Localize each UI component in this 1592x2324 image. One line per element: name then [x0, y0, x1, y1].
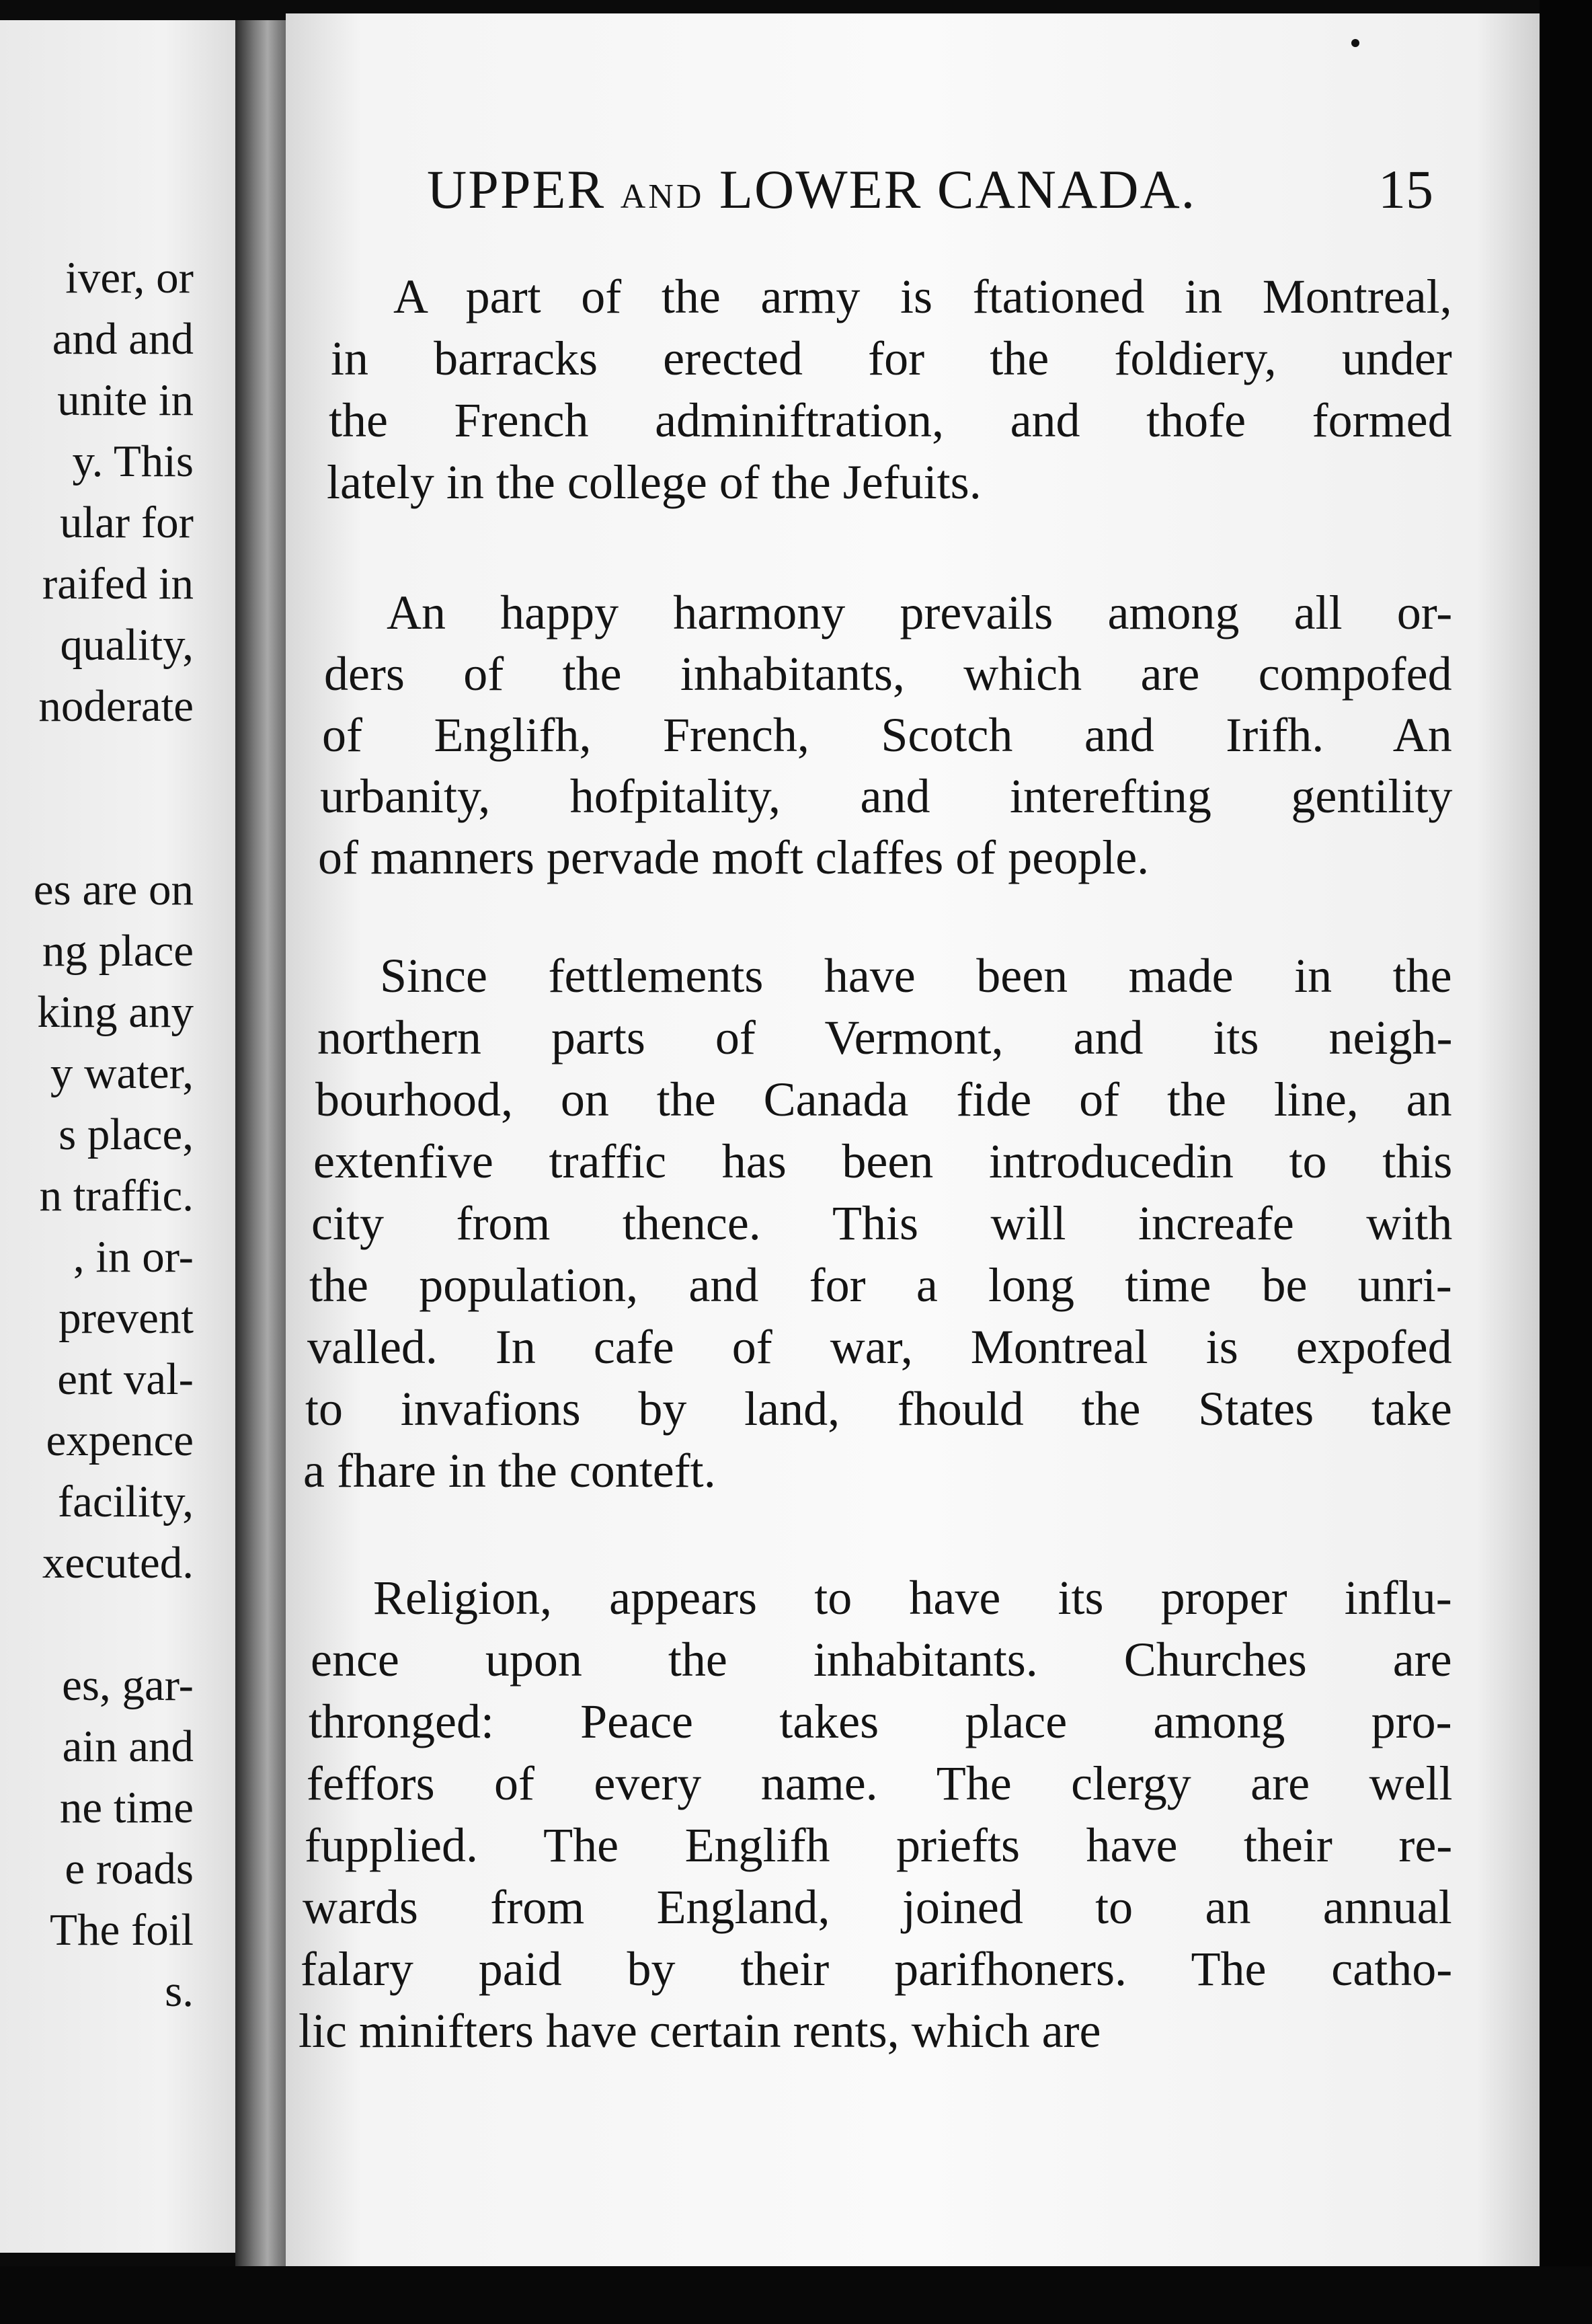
left-page-fragment: e roads: [65, 1844, 194, 1894]
left-page-fragment: xecuted.: [42, 1538, 194, 1588]
paragraph-2-line: of manners pervade moft claffes of people.: [318, 830, 1150, 884]
scan-bottom-border: [0, 2266, 1592, 2324]
paragraph-4-line: fupplied. The Englifh priefts have their re-: [305, 1818, 1453, 1872]
paragraph-2-line: An happy harmony prevails among all or-: [387, 586, 1453, 640]
left-page-fragment: facility,: [57, 1477, 194, 1526]
paragraph-3-line: bourhood, on the Canada fide of the line, an: [315, 1073, 1452, 1126]
paragraph-4-line: ence upon the inhabitants. Churches are: [311, 1633, 1452, 1687]
left-page-fragment: y water,: [50, 1048, 194, 1098]
paragraph-4-line: wards from England, joined to an annual: [303, 1880, 1452, 1934]
left-page-fragment: s.: [165, 1966, 194, 2016]
left-page: [0, 20, 235, 2253]
left-page-fragment: raifed in: [42, 559, 194, 609]
paragraph-4-line: feffors of every name. The clergy are well: [307, 1756, 1453, 1810]
left-page-fragment: y. This: [72, 436, 194, 486]
left-page-fragment: king any: [37, 987, 194, 1037]
scan-right-border: [1540, 0, 1592, 2324]
paragraph-3-line: city from thence. This will increafe with: [311, 1196, 1453, 1250]
left-page-fragment: ng place: [42, 926, 194, 976]
left-page-fragment: quality,: [60, 620, 194, 670]
page-number: 15: [1378, 159, 1433, 220]
left-page-fragment: es are on: [33, 865, 194, 915]
paragraph-4-line: lic minifters have certain rents, which are: [298, 2004, 1101, 2058]
left-page-fragment: noderate: [38, 681, 194, 731]
left-page-fragment: ular for: [59, 498, 194, 547]
paragraph-2-line: ders of the inhabitants, which are compofed: [324, 647, 1452, 701]
paragraph-4-line: thronged: Peace takes place among pro-: [309, 1695, 1452, 1748]
left-page-fragment: ne time: [59, 1783, 194, 1832]
paragraph-3-line: the population, and for a long time be unri-: [309, 1258, 1452, 1312]
paragraph-3-line: Since fettlements have been made in the: [380, 949, 1452, 1003]
left-page-fragment: The foil: [50, 1905, 194, 1955]
paragraph-3-line: a fhare in the conteft.: [303, 1444, 716, 1498]
ink-speck: [1351, 39, 1359, 47]
left-page-fragment: prevent: [58, 1293, 194, 1343]
paragraph-2-line: urbanity, hofpitality, and interefting gentility: [320, 769, 1453, 823]
left-page-fragment: unite in: [57, 375, 194, 425]
header-title-part2: LOWER CANADA.: [719, 159, 1197, 220]
running-header: [427, 158, 1503, 219]
left-page-fragment: ent val-: [57, 1354, 194, 1404]
paragraph-1-line: lately in the college of the Jefuits.: [327, 455, 982, 509]
header-title-and: AND: [620, 178, 705, 216]
left-page-fragment: , in or-: [73, 1232, 194, 1282]
paragraph-3-line: to invafions by land, fhould the States take: [305, 1382, 1452, 1436]
header-title-part1: UPPER: [427, 159, 606, 220]
left-page-fragment: n traffic.: [39, 1171, 194, 1221]
paragraph-3-line: northern parts of Vermont, and its neigh-: [317, 1011, 1453, 1064]
book-gutter: [235, 20, 289, 2266]
paragraph-4-line: falary paid by their parifhoners. The catho-: [301, 1942, 1453, 1996]
left-page-fragment: es, gar-: [62, 1660, 194, 1710]
left-page-fragment: ain and: [62, 1721, 194, 1771]
paragraph-1-line: in barracks erected for the foldiery, under: [331, 332, 1452, 385]
right-page: [286, 13, 1540, 2286]
paragraph-1-line: A part of the army is ftationed in Montreal,: [393, 270, 1452, 323]
left-page-fragment: s place,: [58, 1110, 194, 1159]
left-page-fragment: and and: [52, 314, 194, 364]
paragraph-3-line: extenfive traffic has been introducedin to this: [313, 1134, 1453, 1188]
paragraph-4-line: Religion, appears to have its proper influ-: [373, 1571, 1452, 1625]
paragraph-2-line: of Englifh, French, Scotch and Irifh. An: [322, 708, 1452, 762]
left-page-fragment: expence: [46, 1416, 194, 1465]
left-page-fragment: iver, or: [65, 253, 194, 303]
paragraph-1-line: the French adminiftration, and thofe formed: [329, 393, 1452, 447]
paragraph-3-line: valled. In cafe of war, Montreal is expofed: [307, 1320, 1452, 1374]
